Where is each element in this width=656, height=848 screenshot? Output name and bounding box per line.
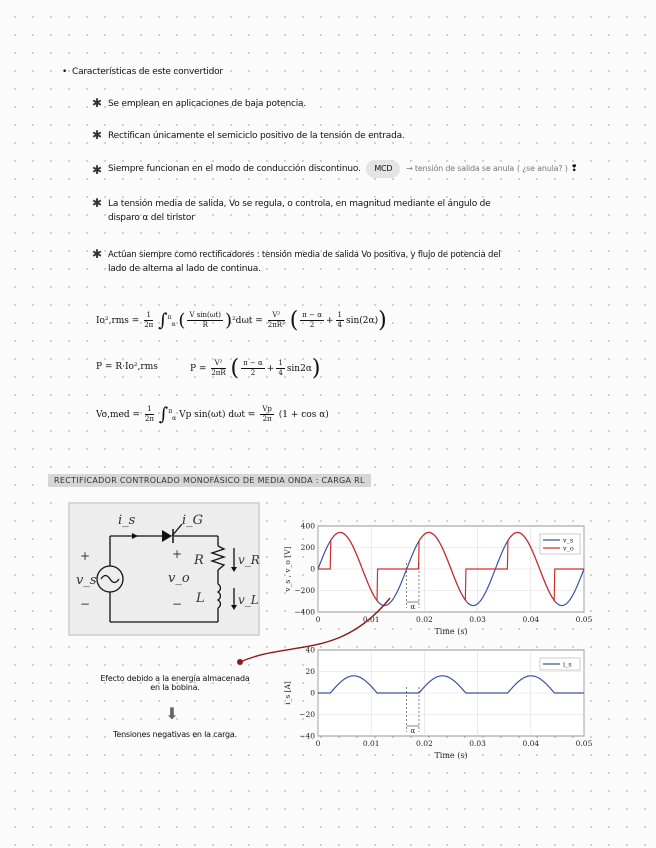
y-tick-label: −20 bbox=[299, 710, 315, 719]
x-tick-label: 0.05 bbox=[575, 739, 593, 748]
frac-den: 4 bbox=[337, 321, 342, 329]
bullet-text-cont: disparo α del tiristor bbox=[108, 213, 195, 223]
x-tick-label: 0.02 bbox=[416, 615, 433, 624]
formula-lhs: Io²,rms = bbox=[96, 316, 140, 326]
frac-num: 1 bbox=[337, 311, 342, 319]
label-minus-o: − bbox=[172, 597, 183, 611]
label-vs: v_s bbox=[76, 573, 97, 588]
frac-num: V² bbox=[268, 311, 285, 321]
y-tick-label: 200 bbox=[300, 543, 315, 552]
formula-power-2 bbox=[190, 356, 321, 381]
fraction bbox=[145, 405, 154, 424]
formula-text: (1 + cos α) bbox=[278, 410, 329, 420]
paren: ) bbox=[225, 310, 233, 331]
fraction bbox=[187, 311, 223, 330]
effect-note-line2: en la bobina. bbox=[150, 683, 200, 692]
section-title: RECTIFICADOR CONTROLADO MONOFÁSICO DE MEDIA ONDA : CARGA RL bbox=[48, 474, 371, 487]
section-heading: Características de este convertidor bbox=[72, 67, 223, 77]
formula-lhs: Vo,med = bbox=[96, 410, 140, 420]
x-tick-label: 0.01 bbox=[362, 615, 380, 624]
frac-den: 2πR² bbox=[267, 321, 285, 329]
x-tick-label: 0.04 bbox=[522, 739, 540, 748]
frac-num: V² bbox=[211, 359, 225, 369]
x-tick-label: 0.03 bbox=[469, 739, 486, 748]
star-icon: ✱ bbox=[92, 247, 103, 261]
star-icon: ✱ bbox=[92, 128, 103, 142]
bullet-row bbox=[108, 160, 578, 178]
legend-label: i_s bbox=[563, 660, 572, 669]
formula-text: ²dωt = bbox=[232, 316, 263, 326]
frac-num: 1 bbox=[278, 359, 283, 367]
formula-vmed bbox=[96, 404, 329, 425]
bullet-text: Actúan siempre como rectificadores : tensión media de salida Vo positiva, y flujo de potencia del bbox=[108, 250, 501, 260]
x-tick-label: 0 bbox=[315, 739, 321, 748]
x-tick-label: 0.01 bbox=[362, 739, 380, 748]
y-tick-label: 0 bbox=[310, 688, 315, 698]
label-vR: v_R bbox=[238, 553, 260, 567]
sine-symbol-icon bbox=[101, 576, 119, 583]
integral-sign: ∫ bbox=[158, 404, 169, 425]
y-tick-label: 0 bbox=[310, 564, 315, 574]
paren: ( bbox=[289, 308, 299, 333]
integral-sign: ∫ bbox=[158, 310, 168, 331]
int-upper: π bbox=[168, 408, 173, 415]
frac-den: 2π bbox=[262, 415, 272, 423]
fraction bbox=[241, 359, 265, 378]
down-arrow-icon: ⬇ bbox=[165, 704, 179, 723]
star-icon: ✱ bbox=[92, 96, 103, 110]
effect-note bbox=[80, 674, 270, 692]
frac-num: V sin(ωt) bbox=[189, 311, 222, 319]
frac-num: 1 bbox=[144, 311, 153, 321]
star-icon: ✱ bbox=[92, 196, 103, 210]
frac-num: π − α bbox=[302, 311, 322, 319]
formula-text: + bbox=[325, 316, 334, 326]
y-tick-label: −200 bbox=[294, 586, 315, 595]
int-upper: π bbox=[167, 314, 172, 321]
fraction bbox=[276, 359, 284, 378]
y-tick-label: 20 bbox=[305, 667, 315, 676]
annotation-arrow bbox=[230, 590, 430, 680]
thyristor-icon bbox=[162, 530, 172, 542]
mcd-badge: MCD bbox=[366, 160, 400, 178]
formula-lhs: P = bbox=[190, 364, 207, 374]
x-axis-label: Time (s) bbox=[434, 751, 468, 760]
formula-text: sin(2α) bbox=[345, 316, 379, 326]
bullet-continuation: → tensión de salida se anula bbox=[406, 164, 515, 173]
formula-power-1: P = R·Io²,rms bbox=[96, 362, 158, 372]
alpha-label: α bbox=[410, 603, 416, 611]
fraction bbox=[336, 311, 344, 330]
y-tick-label: 40 bbox=[305, 645, 315, 655]
bullet-text: Siempre funcionan en el modo de conducción discontinuo. bbox=[108, 164, 361, 174]
y-axis-label: v_s , v_o [V] bbox=[283, 546, 292, 592]
paren: ) bbox=[378, 308, 387, 333]
bullet-text: Rectifican únicamente el semiciclo positivo de la tensión de entrada. bbox=[108, 131, 405, 141]
label-vo: v_o bbox=[168, 571, 190, 586]
frac-den: 2π bbox=[144, 415, 154, 423]
formula-text: + bbox=[266, 364, 275, 374]
frac-den: 4 bbox=[278, 369, 283, 377]
frac-num: π − α bbox=[243, 359, 263, 367]
x-tick-label: 0.03 bbox=[469, 615, 486, 624]
legend-label: v_s bbox=[563, 536, 574, 545]
alpha-label: α bbox=[410, 727, 416, 735]
current-arrow-icon bbox=[132, 533, 138, 539]
fraction bbox=[260, 405, 274, 424]
bullet-question: ( ¿se anula? ) bbox=[516, 164, 568, 173]
x-tick-label: 0 bbox=[315, 615, 321, 624]
exclamation-icon: ❢ bbox=[570, 164, 578, 174]
label-L: L bbox=[196, 591, 205, 606]
label-minus-s: − bbox=[80, 597, 91, 611]
label-plus-o: + bbox=[172, 547, 183, 561]
frac-den: R bbox=[202, 321, 208, 329]
label-is: i_s bbox=[118, 513, 136, 528]
label-iG: i_G bbox=[182, 513, 204, 528]
frac-num: Vp bbox=[262, 405, 272, 413]
fraction bbox=[144, 311, 153, 330]
bullet-dot: • bbox=[62, 67, 68, 77]
y-tick-label: −40 bbox=[299, 731, 315, 741]
y-tick-label: 400 bbox=[300, 521, 315, 531]
paren: ( bbox=[230, 356, 240, 381]
negative-voltage-note: Tensiones negativas en la carga. bbox=[113, 730, 237, 739]
formula-text: Vp sin(ωt) dωt = bbox=[179, 410, 256, 420]
label-R: R bbox=[194, 553, 204, 568]
frac-den: 2π bbox=[144, 321, 154, 329]
y-tick-label: −400 bbox=[294, 607, 315, 617]
legend-label: v_o bbox=[563, 544, 574, 553]
label-vL: v_L bbox=[238, 593, 259, 607]
formula-irms bbox=[96, 308, 387, 333]
formula-text: sin2α bbox=[286, 364, 312, 374]
bullet-text-cont: lado de alterna al lado de continua. bbox=[108, 264, 261, 274]
frac-den: 2πR bbox=[211, 369, 226, 377]
x-tick-label: 0.05 bbox=[575, 615, 593, 624]
effect-note-line1: Efecto debido a la energía almacenada bbox=[100, 674, 250, 683]
int-lower: α bbox=[172, 414, 177, 422]
x-axis-label: Time (s) bbox=[434, 627, 468, 636]
paren: ) bbox=[311, 356, 321, 381]
star-icon: ✱ bbox=[92, 163, 103, 177]
label-plus-s: + bbox=[80, 549, 91, 563]
int-lower: α bbox=[171, 320, 176, 328]
x-tick-label: 0.02 bbox=[416, 739, 433, 748]
frac-den: 2 bbox=[250, 369, 256, 377]
fraction bbox=[211, 359, 225, 378]
legend-box bbox=[540, 534, 580, 554]
bullet-text: La tensión media de salida, Vo se regula, o controla, en magnitud mediante el ángulo de bbox=[108, 199, 491, 209]
paren: ( bbox=[178, 310, 186, 331]
bullet-text: Se emplean en aplicaciones de baja potencia. bbox=[108, 99, 307, 109]
frac-den: 2 bbox=[309, 321, 315, 329]
x-tick-label: 0.04 bbox=[522, 615, 540, 624]
fraction bbox=[300, 311, 324, 330]
fraction bbox=[268, 311, 285, 330]
frac-num: 1 bbox=[145, 405, 154, 415]
y-axis-label: i_s [A] bbox=[283, 681, 292, 705]
voltage-arrow-icon bbox=[231, 567, 237, 572]
